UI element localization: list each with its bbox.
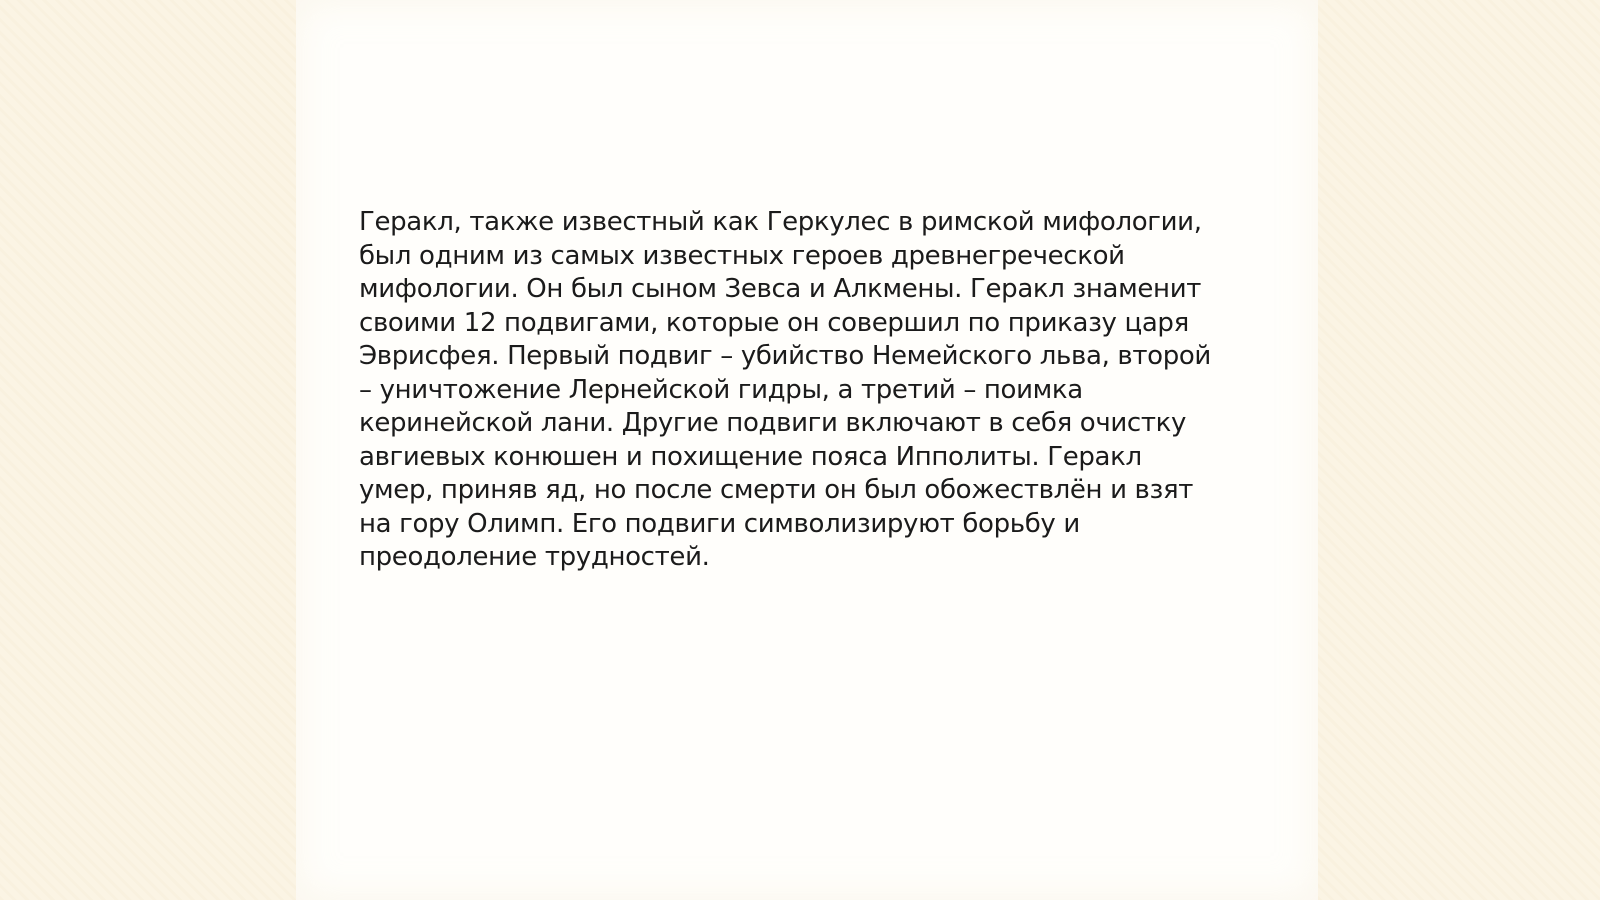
background-left-margin (0, 0, 296, 900)
text-line: Геракл, также известный как Геркулес в римской мифологии, (359, 207, 1202, 237)
text-line: авгиевых конюшен и похищение пояса Ипполиты. Геракл (359, 441, 1142, 472)
text-line: мифологии. Он был сыном Зевса и Алкмены. Геракл знаменит (359, 274, 1202, 304)
text-line: на гору Олимп. Его подвиги символизируют борьбу и (359, 508, 1080, 539)
text-line: был одним из самых известных героев древнегреческой (359, 240, 1125, 271)
background-right-margin (1318, 0, 1600, 900)
text-line: своими 12 подвигами, которые он совершил по приказу царя (359, 307, 1189, 338)
slide-body-text (359, 206, 1239, 575)
text-line: керинейской лани. Другие подвиги включают в себя очистку (359, 408, 1187, 438)
text-line: умер, приняв яд, но после смерти он был обожествлён и взят (359, 475, 1194, 505)
text-line: преодоление трудностей. (359, 542, 710, 572)
text-line: Эврисфея. Первый подвиг – убийство Немейского льва, второй (359, 341, 1211, 371)
text-line: – уничтожение Лернейской гидры, а третий – поимка (359, 374, 1083, 405)
